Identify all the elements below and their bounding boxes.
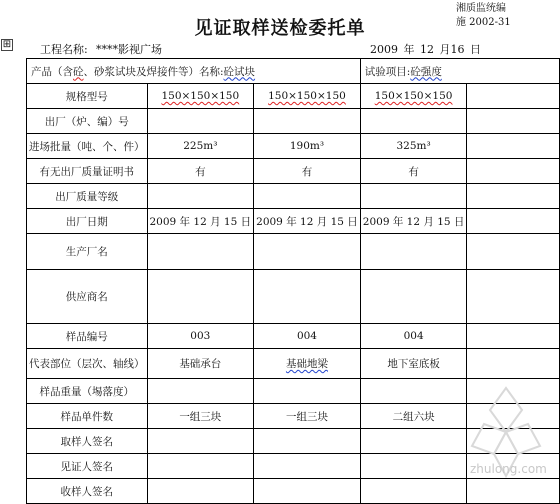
row-value [360,429,467,454]
table-row [27,209,560,234]
row-value [360,109,467,134]
row-value: 150×150×150 [360,84,467,109]
row-value [254,270,361,324]
row-label: 有无出厂质量证明书 [27,159,148,184]
row-value [147,270,254,324]
row-value-empty [467,379,560,404]
expand-icon[interactable]: ⊞ [2,39,12,50]
form-code [456,2,511,30]
row-value [360,454,467,479]
row-value [147,184,254,209]
row-value: 190m³ [254,134,361,159]
row-value [147,479,254,504]
product-value: 砼试块 [223,65,256,78]
row-value [254,479,361,504]
row-value [254,429,361,454]
row-value: 有 [254,159,361,184]
row-value [360,184,467,209]
row-value: 2009 年 12 月 15 日 [254,209,361,234]
row-value: 基础地梁 [254,349,361,379]
row-value [147,234,254,270]
row-label: 代表部位（层次、轴线） [27,349,148,379]
table-row [27,404,560,429]
row-value-empty [467,109,560,134]
row-value-empty [467,134,560,159]
row-label: 收样人签名 [27,479,148,504]
row-value-empty [467,184,560,209]
row-value-empty [467,404,560,429]
test-item-label: 试验项目: [364,65,411,78]
row-label: 样品重量（埸落度） [27,379,148,404]
row-value [147,379,254,404]
row-value [254,184,361,209]
table-row [27,270,560,324]
product-row [27,59,560,84]
row-value-empty [467,429,560,454]
row-value: 004 [360,324,467,349]
form-code-line1: 湘质监统编 [456,3,506,14]
row-value [360,479,467,504]
row-label: 见证人签名 [27,454,148,479]
table-row [27,84,560,109]
row-value: 有 [147,159,254,184]
table-row [27,379,560,404]
row-value: 基础承台 [147,349,254,379]
watermark-text: zhulong.com [470,462,547,476]
row-value: 一组三块 [147,404,254,429]
row-label: 规格型号 [27,84,148,109]
table-row [27,349,560,379]
project-name: ****影视广场 [96,43,162,56]
row-label: 供应商名 [27,270,148,324]
table-row [27,159,560,184]
row-value-empty [467,324,560,349]
row-value [360,270,467,324]
row-value-empty [467,349,560,379]
test-item-cell [360,59,559,84]
row-value-empty [467,84,560,109]
row-value: 二组六块 [360,404,467,429]
form-date: 2009 年 12 月16 日 [370,43,481,56]
row-value-empty [467,234,560,270]
project-label: 工程名称: [40,43,88,56]
row-value-empty [467,270,560,324]
product-cell [27,59,361,84]
row-value [254,109,361,134]
table-row [27,134,560,159]
row-label: 取样人签名 [27,429,148,454]
row-value [360,379,467,404]
form-code-line2: 施 2002-31 [456,17,511,28]
form-title: 见证取样送检委托单 [194,18,366,39]
row-value-empty [467,479,560,504]
row-label: 进场批量（吨、个、件） [27,134,148,159]
row-label: 生产厂名 [27,234,148,270]
row-value [254,234,361,270]
row-value [360,234,467,270]
row-value [147,429,254,454]
row-value-empty [467,159,560,184]
row-value: 325m³ [360,134,467,159]
row-value: 150×150×150 [254,84,361,109]
test-item-value: 砼强度 [410,65,442,78]
row-value: 003 [147,324,254,349]
row-value: 004 [254,324,361,349]
table-row [27,324,560,349]
table-row [27,234,560,270]
row-value [147,109,254,134]
table-row [27,479,560,504]
row-label: 出厂（炉、编）号 [27,109,148,134]
row-value: 有 [360,159,467,184]
product-label: 产品（含 [31,65,73,78]
row-label: 出厂日期 [27,209,148,234]
product-label-rest: 、砂浆试块及焊接件等）名称: [83,65,224,78]
row-value [254,454,361,479]
commission-table [26,58,560,504]
row-value: 一组三块 [254,404,361,429]
product-label-sq: 砼 [73,65,84,78]
row-value: 2009 年 12 月 15 日 [147,209,254,234]
row-value: 225m³ [147,134,254,159]
table-row [27,184,560,209]
row-value [254,379,361,404]
row-value [147,454,254,479]
row-label: 样品编号 [27,324,148,349]
row-value: 地下室底板 [360,349,467,379]
row-value: 2009 年 12 月 15 日 [360,209,467,234]
table-row [27,109,560,134]
table-row [27,429,560,454]
row-label: 样品单件数 [27,404,148,429]
row-label: 出厂质量等级 [27,184,148,209]
row-value: 150×150×150 [147,84,254,109]
row-value-empty [467,209,560,234]
